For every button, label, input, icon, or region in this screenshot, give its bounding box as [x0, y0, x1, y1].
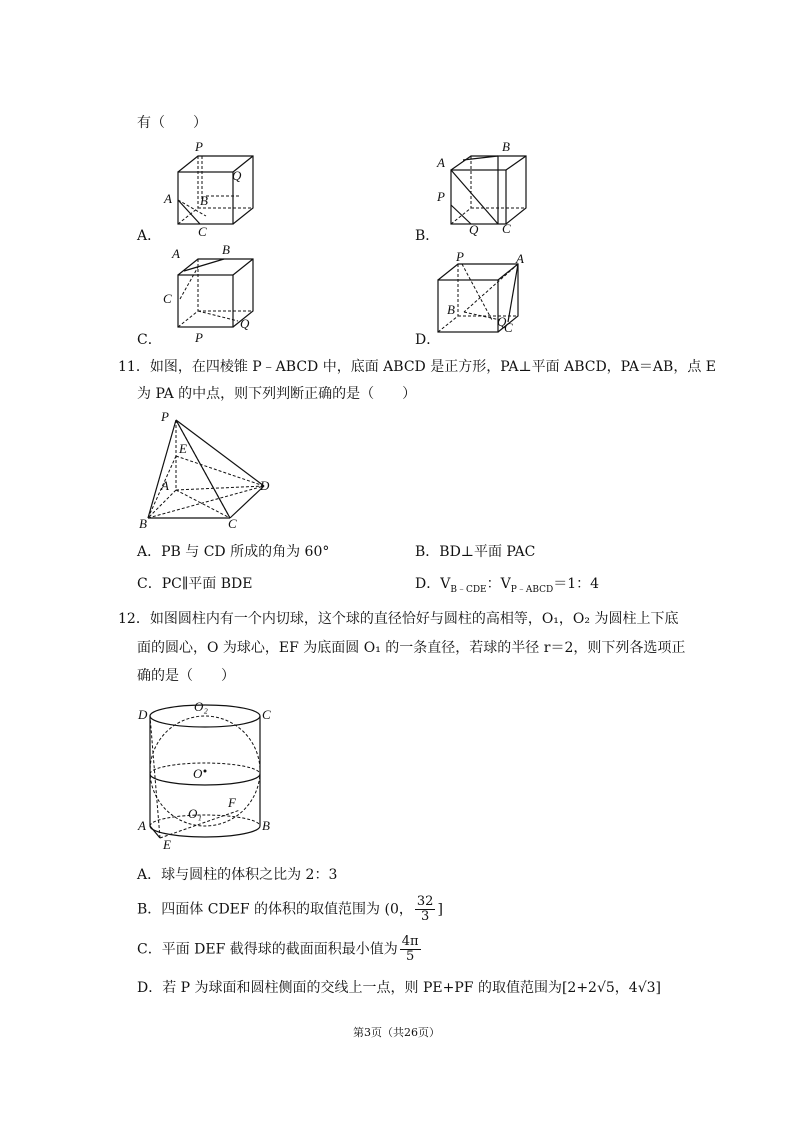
label-c: C	[198, 224, 207, 239]
option-c-label: C．	[137, 332, 162, 348]
label-a: A	[437, 155, 445, 170]
label-b: B	[222, 242, 230, 257]
q10-figure-a	[170, 150, 260, 230]
q12-cylinder-figure	[140, 700, 280, 852]
q11-stem-line1: 11．如图，在四棱锥 P﹣ABCD 中，底面 ABCD 是正方形，PA⊥平面 ABCD，PA＝AB，点 E	[118, 359, 716, 375]
label-a: A	[164, 191, 172, 206]
label-c: C	[262, 707, 271, 722]
q12-option-a: A．球与圆柱的体积之比为 2：3	[137, 867, 338, 883]
label-p: P	[195, 330, 203, 345]
q11-option-a: A．PB 与 CD 所成的角为 60°	[137, 544, 330, 560]
label-b: B	[447, 302, 455, 317]
label-f: F	[228, 795, 236, 810]
label-c: C	[502, 221, 511, 236]
label-a: A	[172, 246, 180, 261]
label-q: Q	[497, 314, 507, 329]
label-a: A	[161, 478, 169, 493]
label-b: B	[502, 139, 510, 154]
label-o2: O₂	[194, 699, 208, 714]
label-p: P	[195, 139, 203, 154]
label-d: D	[260, 478, 270, 493]
q11-option-c: C．PC∥平面 BDE	[137, 576, 253, 592]
label-b: B	[200, 193, 208, 208]
label-a: A	[138, 818, 146, 833]
q11-stem-line2: 为 PA 的中点，则下列判断正确的是（ ）	[137, 386, 417, 402]
label-c: C	[504, 320, 513, 335]
q12-option-c: C．平面 DEF 截得球的截面面积最小值为 $\frac{4\pi}{5}$	[137, 934, 419, 964]
q12-stem-line3: 确的是（ ）	[137, 668, 235, 684]
label-c: C	[163, 291, 172, 306]
q12-option-d: D．若 P 为球面和圆柱侧面的交线上一点，则 PE+PF 的取值范围为[2+2√5，4√3]	[137, 980, 661, 996]
option-b-label: B．	[415, 228, 440, 244]
q11-option-b: B．BD⊥平面 PAC	[415, 544, 536, 560]
label-b: B	[262, 818, 270, 833]
label-d: D	[138, 707, 148, 722]
label-c: C	[228, 516, 237, 531]
label-a: A	[516, 251, 524, 266]
q11-option-d: D．$V_{B﹣CDE}$：$V_{P﹣ABCD}=1$：4	[415, 576, 600, 595]
label-e: E	[179, 441, 187, 456]
option-d-label: D．	[415, 332, 441, 348]
label-q: Q	[232, 168, 242, 183]
q12-stem-line2: 面的圆心，O 为球心，EF 为底面圆 O₁ 的一条直径，若球的半径 r＝2，则下列各选项正	[137, 640, 686, 656]
q11-pyramid-figure	[140, 412, 280, 527]
q12-option-b: B．四面体 CDEF 的体积的取值范围为 (0， $\frac{32}{3}$ ]	[137, 894, 443, 924]
label-b: B	[139, 516, 147, 531]
label-q: Q	[469, 222, 479, 237]
q12-stem-line1: 12．如图圆柱内有一个内切球，这个球的直径恰好与圆柱的高相等，O₁，O₂ 为圆柱上下底	[118, 611, 679, 627]
label-o1: O₁	[188, 806, 202, 821]
q10-figure-d	[430, 258, 530, 338]
page-footer: 第3页（共26页）	[353, 1026, 440, 1039]
label-p: P	[456, 249, 464, 264]
option-a-label: A．	[137, 228, 162, 244]
label-e: E	[163, 837, 171, 852]
q10-stem-tail: 有（ ）	[137, 115, 207, 131]
label-q: Q	[240, 316, 250, 331]
label-p: P	[437, 189, 445, 204]
label-o: O	[193, 766, 203, 781]
label-p: P	[161, 409, 169, 424]
q10-figure-b	[443, 150, 533, 230]
